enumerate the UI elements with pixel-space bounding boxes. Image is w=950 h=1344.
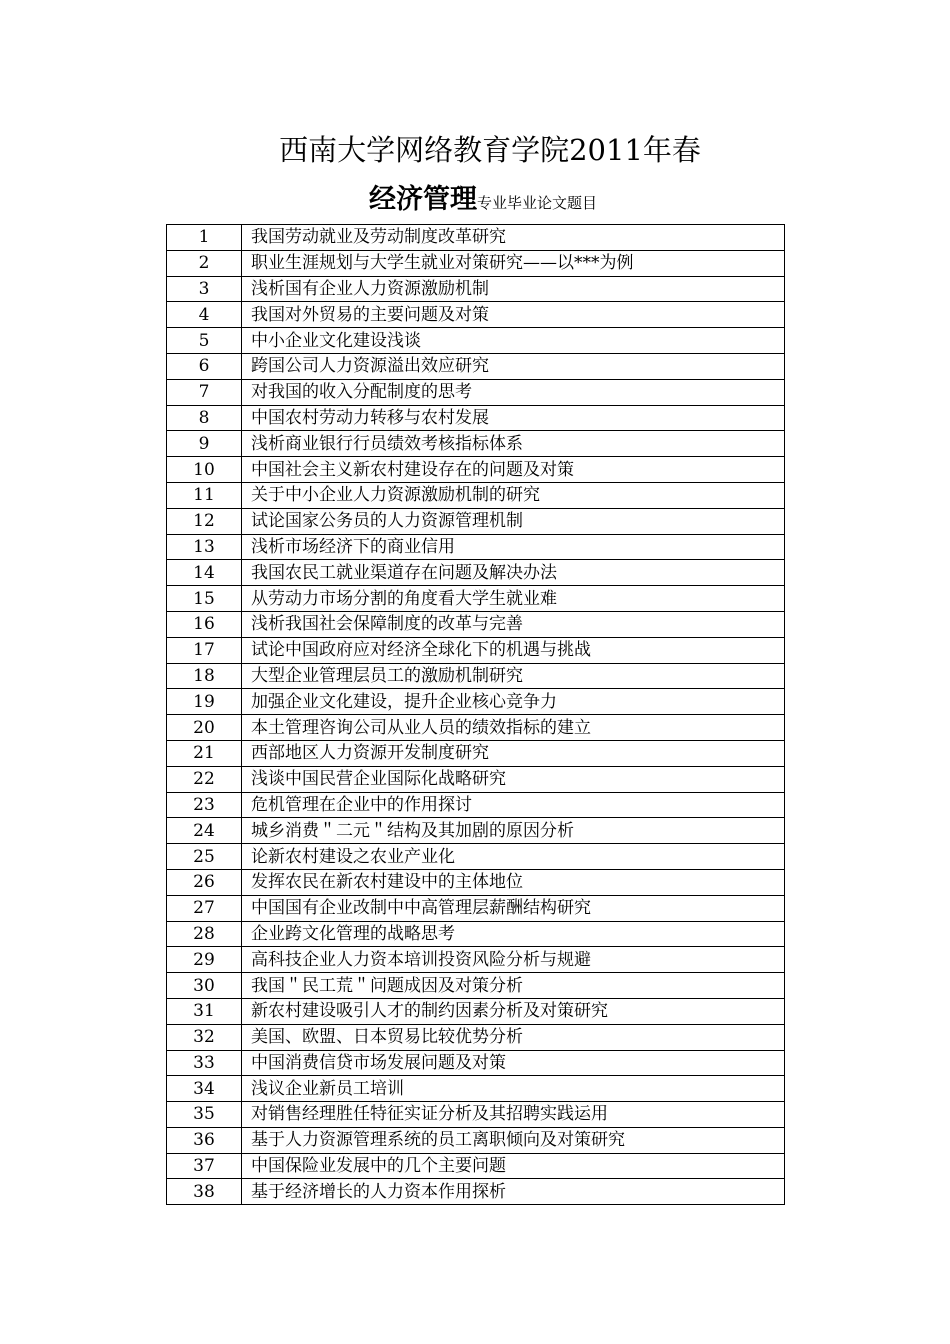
table-row bbox=[167, 405, 785, 431]
table-row bbox=[167, 482, 785, 508]
subtitle-major: 经济管理 bbox=[368, 184, 477, 215]
table-row bbox=[167, 973, 785, 999]
table-row bbox=[167, 611, 785, 637]
topic-number: 16 bbox=[167, 611, 242, 637]
topic-number: 12 bbox=[167, 508, 242, 534]
document-subtitle bbox=[0, 182, 950, 221]
topic-number: 5 bbox=[167, 328, 242, 354]
document-title: 西南大学网络教育学院2011年春 bbox=[279, 133, 701, 167]
table-row bbox=[167, 1102, 785, 1128]
table-row bbox=[167, 250, 785, 276]
topic-title: 跨国公司人力资源溢出效应研究 bbox=[242, 353, 785, 379]
table-row bbox=[167, 818, 785, 844]
topic-title: 试论中国政府应对经济全球化下的机遇与挑战 bbox=[242, 637, 785, 663]
topic-number: 36 bbox=[167, 1127, 242, 1153]
topic-title: 美国、欧盟、日本贸易比较优势分析 bbox=[242, 1024, 785, 1050]
topic-number: 25 bbox=[167, 844, 242, 870]
table-row bbox=[167, 740, 785, 766]
topic-title: 发挥农民在新农村建设中的主体地位 bbox=[242, 869, 785, 895]
topic-title: 职业生涯规划与大学生就业对策研究——以***为例 bbox=[242, 250, 785, 276]
topic-title: 中小企业文化建设浅谈 bbox=[242, 328, 785, 354]
topic-number: 26 bbox=[167, 869, 242, 895]
topic-title: 我国＂民工荒＂问题成因及对策分析 bbox=[242, 973, 785, 999]
topic-title: 我国农民工就业渠道存在问题及解决办法 bbox=[242, 560, 785, 586]
topic-number: 27 bbox=[167, 895, 242, 921]
topic-title: 我国劳动就业及劳动制度改革研究 bbox=[242, 225, 785, 251]
topic-title: 高科技企业人力资本培训投资风险分析与规避 bbox=[242, 947, 785, 973]
topic-number: 9 bbox=[167, 431, 242, 457]
topic-title: 中国社会主义新农村建设存在的问题及对策 bbox=[242, 457, 785, 483]
table-row bbox=[167, 302, 785, 328]
topics-table bbox=[166, 224, 785, 1205]
topic-title: 中国消费信贷市场发展问题及对策 bbox=[242, 1050, 785, 1076]
table-row bbox=[167, 1050, 785, 1076]
topic-title: 基于经济增长的人力资本作用探析 bbox=[242, 1179, 785, 1205]
table-row bbox=[167, 921, 785, 947]
table-row bbox=[167, 663, 785, 689]
topic-number: 7 bbox=[167, 379, 242, 405]
topic-title: 对我国的收入分配制度的思考 bbox=[242, 379, 785, 405]
table-row bbox=[167, 1127, 785, 1153]
topic-number: 31 bbox=[167, 998, 242, 1024]
table-row bbox=[167, 844, 785, 870]
topic-number: 3 bbox=[167, 276, 242, 302]
table-row bbox=[167, 1076, 785, 1102]
topic-title: 中国保险业发展中的几个主要问题 bbox=[242, 1153, 785, 1179]
table-row bbox=[167, 947, 785, 973]
topic-title: 基于人力资源管理系统的员工离职倾向及对策研究 bbox=[242, 1127, 785, 1153]
topic-number: 24 bbox=[167, 818, 242, 844]
topic-title: 浅析国有企业人力资源激励机制 bbox=[242, 276, 785, 302]
table-row bbox=[167, 276, 785, 302]
subtitle-rest: 专业毕业论文题目 bbox=[476, 194, 597, 212]
topic-title: 从劳动力市场分割的角度看大学生就业难 bbox=[242, 586, 785, 612]
table-row bbox=[167, 998, 785, 1024]
topic-number: 6 bbox=[167, 353, 242, 379]
topic-title: 对销售经理胜任特征实证分析及其招聘实践运用 bbox=[242, 1102, 785, 1128]
topic-number: 35 bbox=[167, 1102, 242, 1128]
table-row bbox=[167, 766, 785, 792]
topic-title: 中国农村劳动力转移与农村发展 bbox=[242, 405, 785, 431]
topic-number: 37 bbox=[167, 1153, 242, 1179]
table-row bbox=[167, 689, 785, 715]
table-row bbox=[167, 508, 785, 534]
topic-title: 西部地区人力资源开发制度研究 bbox=[242, 740, 785, 766]
table-row bbox=[167, 792, 785, 818]
topic-number: 18 bbox=[167, 663, 242, 689]
table-row bbox=[167, 560, 785, 586]
topic-number: 13 bbox=[167, 534, 242, 560]
topic-number: 20 bbox=[167, 715, 242, 741]
topic-title: 浅议企业新员工培训 bbox=[242, 1076, 785, 1102]
topic-title: 关于中小企业人力资源激励机制的研究 bbox=[242, 482, 785, 508]
topic-number: 21 bbox=[167, 740, 242, 766]
topic-title: 中国国有企业改制中中高管理层薪酬结构研究 bbox=[242, 895, 785, 921]
topic-number: 4 bbox=[167, 302, 242, 328]
topics-table-body bbox=[167, 225, 785, 1205]
table-row bbox=[167, 431, 785, 457]
topic-number: 8 bbox=[167, 405, 242, 431]
table-row bbox=[167, 353, 785, 379]
topic-number: 22 bbox=[167, 766, 242, 792]
table-row bbox=[167, 715, 785, 741]
table-row bbox=[167, 1024, 785, 1050]
topic-number: 14 bbox=[167, 560, 242, 586]
topic-number: 33 bbox=[167, 1050, 242, 1076]
topic-title: 本土管理咨询公司从业人员的绩效指标的建立 bbox=[242, 715, 785, 741]
topic-number: 38 bbox=[167, 1179, 242, 1205]
topic-number: 17 bbox=[167, 637, 242, 663]
table-row bbox=[167, 225, 785, 251]
topic-number: 1 bbox=[167, 225, 242, 251]
topic-title: 我国对外贸易的主要问题及对策 bbox=[242, 302, 785, 328]
topic-title: 浅谈中国民营企业国际化战略研究 bbox=[242, 766, 785, 792]
topic-number: 28 bbox=[167, 921, 242, 947]
table-row bbox=[167, 1153, 785, 1179]
topic-number: 19 bbox=[167, 689, 242, 715]
table-row bbox=[167, 379, 785, 405]
topic-number: 30 bbox=[167, 973, 242, 999]
topic-title: 城乡消费＂二元＂结构及其加剧的原因分析 bbox=[242, 818, 785, 844]
table-row bbox=[167, 869, 785, 895]
topic-number: 15 bbox=[167, 586, 242, 612]
table-row bbox=[167, 1179, 785, 1205]
table-row bbox=[167, 895, 785, 921]
topic-number: 11 bbox=[167, 482, 242, 508]
topic-number: 34 bbox=[167, 1076, 242, 1102]
topic-title: 浅析我国社会保障制度的改革与完善 bbox=[242, 611, 785, 637]
topic-number: 10 bbox=[167, 457, 242, 483]
topic-title: 试论国家公务员的人力资源管理机制 bbox=[242, 508, 785, 534]
topic-number: 2 bbox=[167, 250, 242, 276]
table-row bbox=[167, 534, 785, 560]
topic-title: 浅析商业银行行员绩效考核指标体系 bbox=[242, 431, 785, 457]
topic-number: 32 bbox=[167, 1024, 242, 1050]
topic-title: 浅析市场经济下的商业信用 bbox=[242, 534, 785, 560]
topic-number: 29 bbox=[167, 947, 242, 973]
topic-title: 加强企业文化建设，提升企业核心竞争力 bbox=[242, 689, 785, 715]
topic-title: 大型企业管理层员工的激励机制研究 bbox=[242, 663, 785, 689]
table-row bbox=[167, 586, 785, 612]
topic-title: 论新农村建设之农业产业化 bbox=[242, 844, 785, 870]
table-row bbox=[167, 457, 785, 483]
table-row bbox=[167, 328, 785, 354]
table-row bbox=[167, 637, 785, 663]
topic-number: 23 bbox=[167, 792, 242, 818]
topic-title: 新农村建设吸引人才的制约因素分析及对策研究 bbox=[242, 998, 785, 1024]
topic-title: 危机管理在企业中的作用探讨 bbox=[242, 792, 785, 818]
topic-title: 企业跨文化管理的战略思考 bbox=[242, 921, 785, 947]
